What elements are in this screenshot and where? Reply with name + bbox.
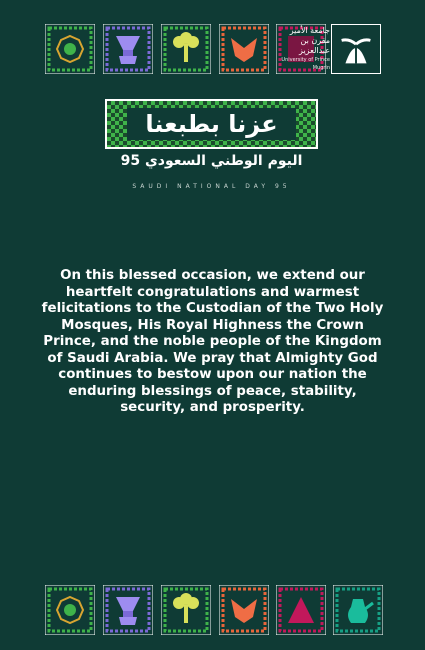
university-name [270,26,330,74]
emblem-subtitle-en: SAUDI NATIONAL DAY 95 [132,183,291,190]
incense-burner-icon [103,585,153,635]
national-day-emblem [105,99,318,149]
emblem-title: عزنا بطبعنا [127,108,296,140]
tree-icon [161,24,211,74]
coffee-pot-icon [333,585,383,635]
university-name-en: University of Prince Mugrin [281,57,330,71]
emblem-subtitle-ar: اليوم الوطني السعودي 95 [120,153,303,169]
tree-icon [161,585,211,635]
lotus-icon [219,24,269,74]
upm-logo [331,24,381,74]
footer-tile-row [0,585,425,637]
lotus-icon [219,585,269,635]
octagon-medallion-icon [45,24,95,74]
incense-burner-icon [103,24,153,74]
octagon-medallion-icon [45,585,95,635]
tent-icon [276,585,326,635]
palm-tree-icon [332,25,380,73]
university-name-ar: جامعة الأمير مقرن بن عبدالعزيز [289,26,330,55]
congratulations-message: On this blessed occasion, we extend our heartfelt congratulations and warmest felicitations to the Custodian of the Two Holy Mosques, His Royal Highness the Crown Prince, and the noble people of the Kingdom of Saudi Arabia. We pray that Almighty God continues to bestow upon our nation the enduring blessings of peace, stability, security, and prosperity. [41,268,384,415]
